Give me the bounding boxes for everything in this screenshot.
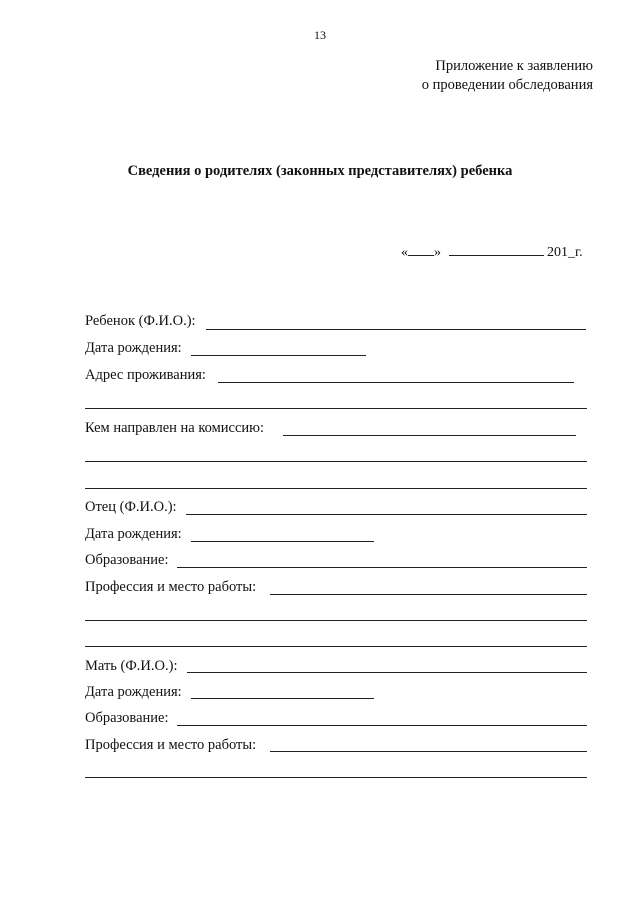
document-title: Сведения о родителях (законных представителях) ребенка [127,163,513,179]
mother-work-field-extra[interactable] [85,777,587,778]
mother-education-field[interactable] [177,725,587,726]
child-name-field[interactable] [206,329,586,330]
child-name-label: Ребенок (Ф.И.О.): [85,313,196,329]
father-education-label: Образование: [85,552,169,568]
referred-by-field-extra-1[interactable] [85,461,587,462]
date-open-quote: « [401,245,408,260]
father-work-field-extra-2[interactable] [85,646,587,647]
mother-work-label: Профессия и место работы: [85,737,257,753]
referred-by-label: Кем направлен на комиссию: [85,420,265,436]
mother-name-field[interactable] [187,672,587,673]
appendix-line-2: о проведении обследования [421,77,593,93]
father-work-field-extra-1[interactable] [85,620,587,621]
father-birth-field[interactable] [191,541,374,542]
mother-birth-label: Дата рождения: [85,684,182,700]
child-address-label: Адрес проживания: [85,367,206,383]
mother-education-label: Образование: [85,710,169,726]
father-name-label: Отец (Ф.И.О.): [85,499,177,515]
father-education-field[interactable] [177,567,587,568]
child-address-field[interactable] [218,382,574,383]
mother-work-field[interactable] [270,751,587,752]
child-address-field-extra[interactable] [85,408,587,409]
father-work-label: Профессия и место работы: [85,579,257,595]
year-text: 201_г. [547,245,583,260]
day-blank[interactable] [408,243,434,256]
child-birth-field[interactable] [191,355,366,356]
appendix-line-1: Приложение к заявлению [435,58,593,74]
father-birth-label: Дата рождения: [85,526,182,542]
month-blank[interactable] [449,243,544,256]
date-field[interactable] [401,243,583,261]
page-number: 13 [314,28,326,42]
mother-birth-field[interactable] [191,698,374,699]
mother-name-label: Мать (Ф.И.О.): [85,658,178,674]
date-close-quote: » [434,245,441,260]
father-name-field[interactable] [186,514,587,515]
child-birth-label: Дата рождения: [85,340,182,356]
referred-by-field-extra-2[interactable] [85,488,587,489]
father-work-field[interactable] [270,594,587,595]
referred-by-field[interactable] [283,435,576,436]
